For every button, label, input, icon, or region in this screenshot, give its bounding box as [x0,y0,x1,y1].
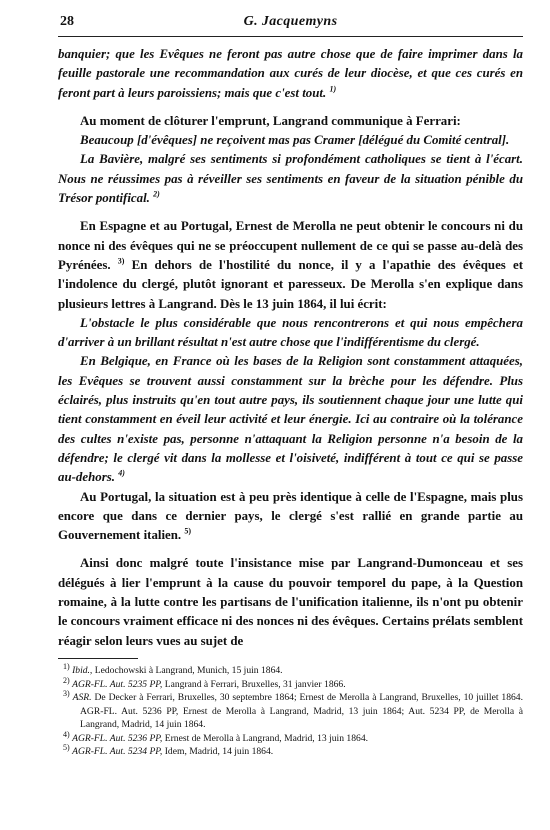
footnote-ref: 4) [118,468,125,478]
footnote-mark: 1) [63,661,70,671]
footnote-mark: 5) [63,743,70,753]
body-text [58,45,523,651]
footnote-ref: 2) [153,189,160,199]
footnote [58,688,524,732]
page-number: 28 [60,14,74,29]
paragraph-text: En Belgique, en France où les bases de la Religion sont constamment attaquées, les Evêques se trouvent aussi constamment sur la brèche pour les défendre. Plus éclairés, plus instruits qu'en tout autre pays, ils soutiennent chaque jour une lutte qui tient constamment en éveil leur activité et leur énergie. Ici au contraire où la tolérance des cultes n'existe pas, personne n'attaquant la Religion personne n'a besoin de la défendre; le clergé vit dans la mollesse et l'oisiveté, indifférent à tout ce qui se passe au-dehors. [58,354,523,485]
footnote [58,745,523,759]
footnote [58,661,523,678]
footnote-text: Ledochowski à Langrand, Munich, 15 juin 1864. [92,664,283,676]
paragraph [58,314,523,353]
paragraph-text: Au moment de clôturer l'emprunt, Langrand communique à Ferrari: [80,113,461,128]
footnote-source: ASR. [72,692,92,704]
footnote-ref: 1) [329,84,337,94]
paragraph-text: banquier; que les Evêques ne feront pas autre chose que de faire imprimer dans la feuille pastorale une recommandation aux curés de leur diocèse, et que ces curés en feront part à leurs paroissiens; mais que c'est tout. [58,47,523,100]
paragraph [58,112,523,131]
paragraph [58,352,523,487]
paragraph-text: La Bavière, malgré ses sentiments si profondément catholiques se tient à l'écart. Nous ne réussimes pas à réveiller ses sentiments en faveur de la situation pénible du Trésor pontifical. [58,152,523,206]
paragraph-text: En Espagne et au Portugal, Ernest de Merolla ne peut obtenir le concours ni du nonce ni des évêques qui ne se préoccupent nullement de ce qui se passe au-delà des Pyrénées. [58,219,523,272]
paragraph [58,488,523,546]
footnote-source: AGR-FL. Aut. 5236 PP, [72,732,163,744]
paragraph-text-tail: En dehors de l'hostilité du nonce, il y a l'apathie des évêques et l'indolence du clergé, plutôt ignorant et paresseux. De Merolla s'en explique dans plusieurs lettres à Langrand. Dès le 13 juin 1864, il lui écrit: [58,257,523,311]
page-header [58,12,523,37]
paragraph-text: Ainsi donc malgré toute l'insistance mise par Langrand-Dumonceau et ses délégués à lier l'emprunt à la cause du pouvoir temporel du pape, à la Question romaine, à la lutte contre les partisans de l'unification italienne, ils n'ont pu obtenir le concours vraiment efficace ni des nonces ni des évêques. Certains prélats semblent réagir selon leurs vues au sujet de [58,556,523,648]
footnote-mark: 4) [63,729,70,739]
paragraph-text: Beaucoup [d'évêques] ne reçoivent mas pas Cramer [délégué du Comité central]. [80,133,510,148]
paragraph [58,554,523,650]
footnote-source: AGR-FL. Aut. 5234 PP, [72,746,163,758]
footnote-text: De Decker à Ferrari, Bruxelles, 30 septembre 1864; Ernest de Merolla à Langrand, Bruxelles, 10 juillet 1864. AGR-FL. Aut. 5236 PP, Ernest de Merolla à Langrand, Madrid, 13 juin 1864; Aut. 5234 PP, de Merolla à Langrand, Madrid, 14 juin 1864. [80,692,524,731]
footnote-source: Ibid., [72,664,93,676]
paragraph [58,45,523,103]
footnote-text: Ernest de Merolla à Langrand, Madrid, 13 juin 1864. [162,732,369,744]
footnote-text: Idem, Madrid, 14 juin 1864. [162,746,274,758]
footnote-text: Langrand à Ferrari, Bruxelles, 31 janvier 1866. [162,678,346,690]
footnote [58,729,523,746]
running-head: G. Jacquemyns [243,14,338,29]
paragraph [58,150,523,208]
paragraph [58,131,523,150]
footnote-source: AGR-FL. Aut. 5235 PP, [72,678,163,690]
footnotes [58,661,524,759]
footnote-ref: 5) [184,526,192,536]
footnote-divider [58,658,138,659]
footnote-mark: 2) [63,675,70,685]
footnote-ref: 3) [117,256,125,266]
paragraph-text: L'obstacle le plus considérable que nous rencontrerons et qui nous empêchera d'arriver à un brillant résultat n'est autre chose que l'indifférentisme du clergé. [58,315,523,350]
footnote [58,675,523,692]
paragraph-text: Au Portugal, la situation est à peu près identique à celle de l'Espagne, mais plus encore que dans ce dernier pays, le clergé s'est rallié en grande partie au Gouvernement italien. [58,489,523,543]
paragraph [58,217,523,313]
footnote-mark: 3) [63,688,70,698]
